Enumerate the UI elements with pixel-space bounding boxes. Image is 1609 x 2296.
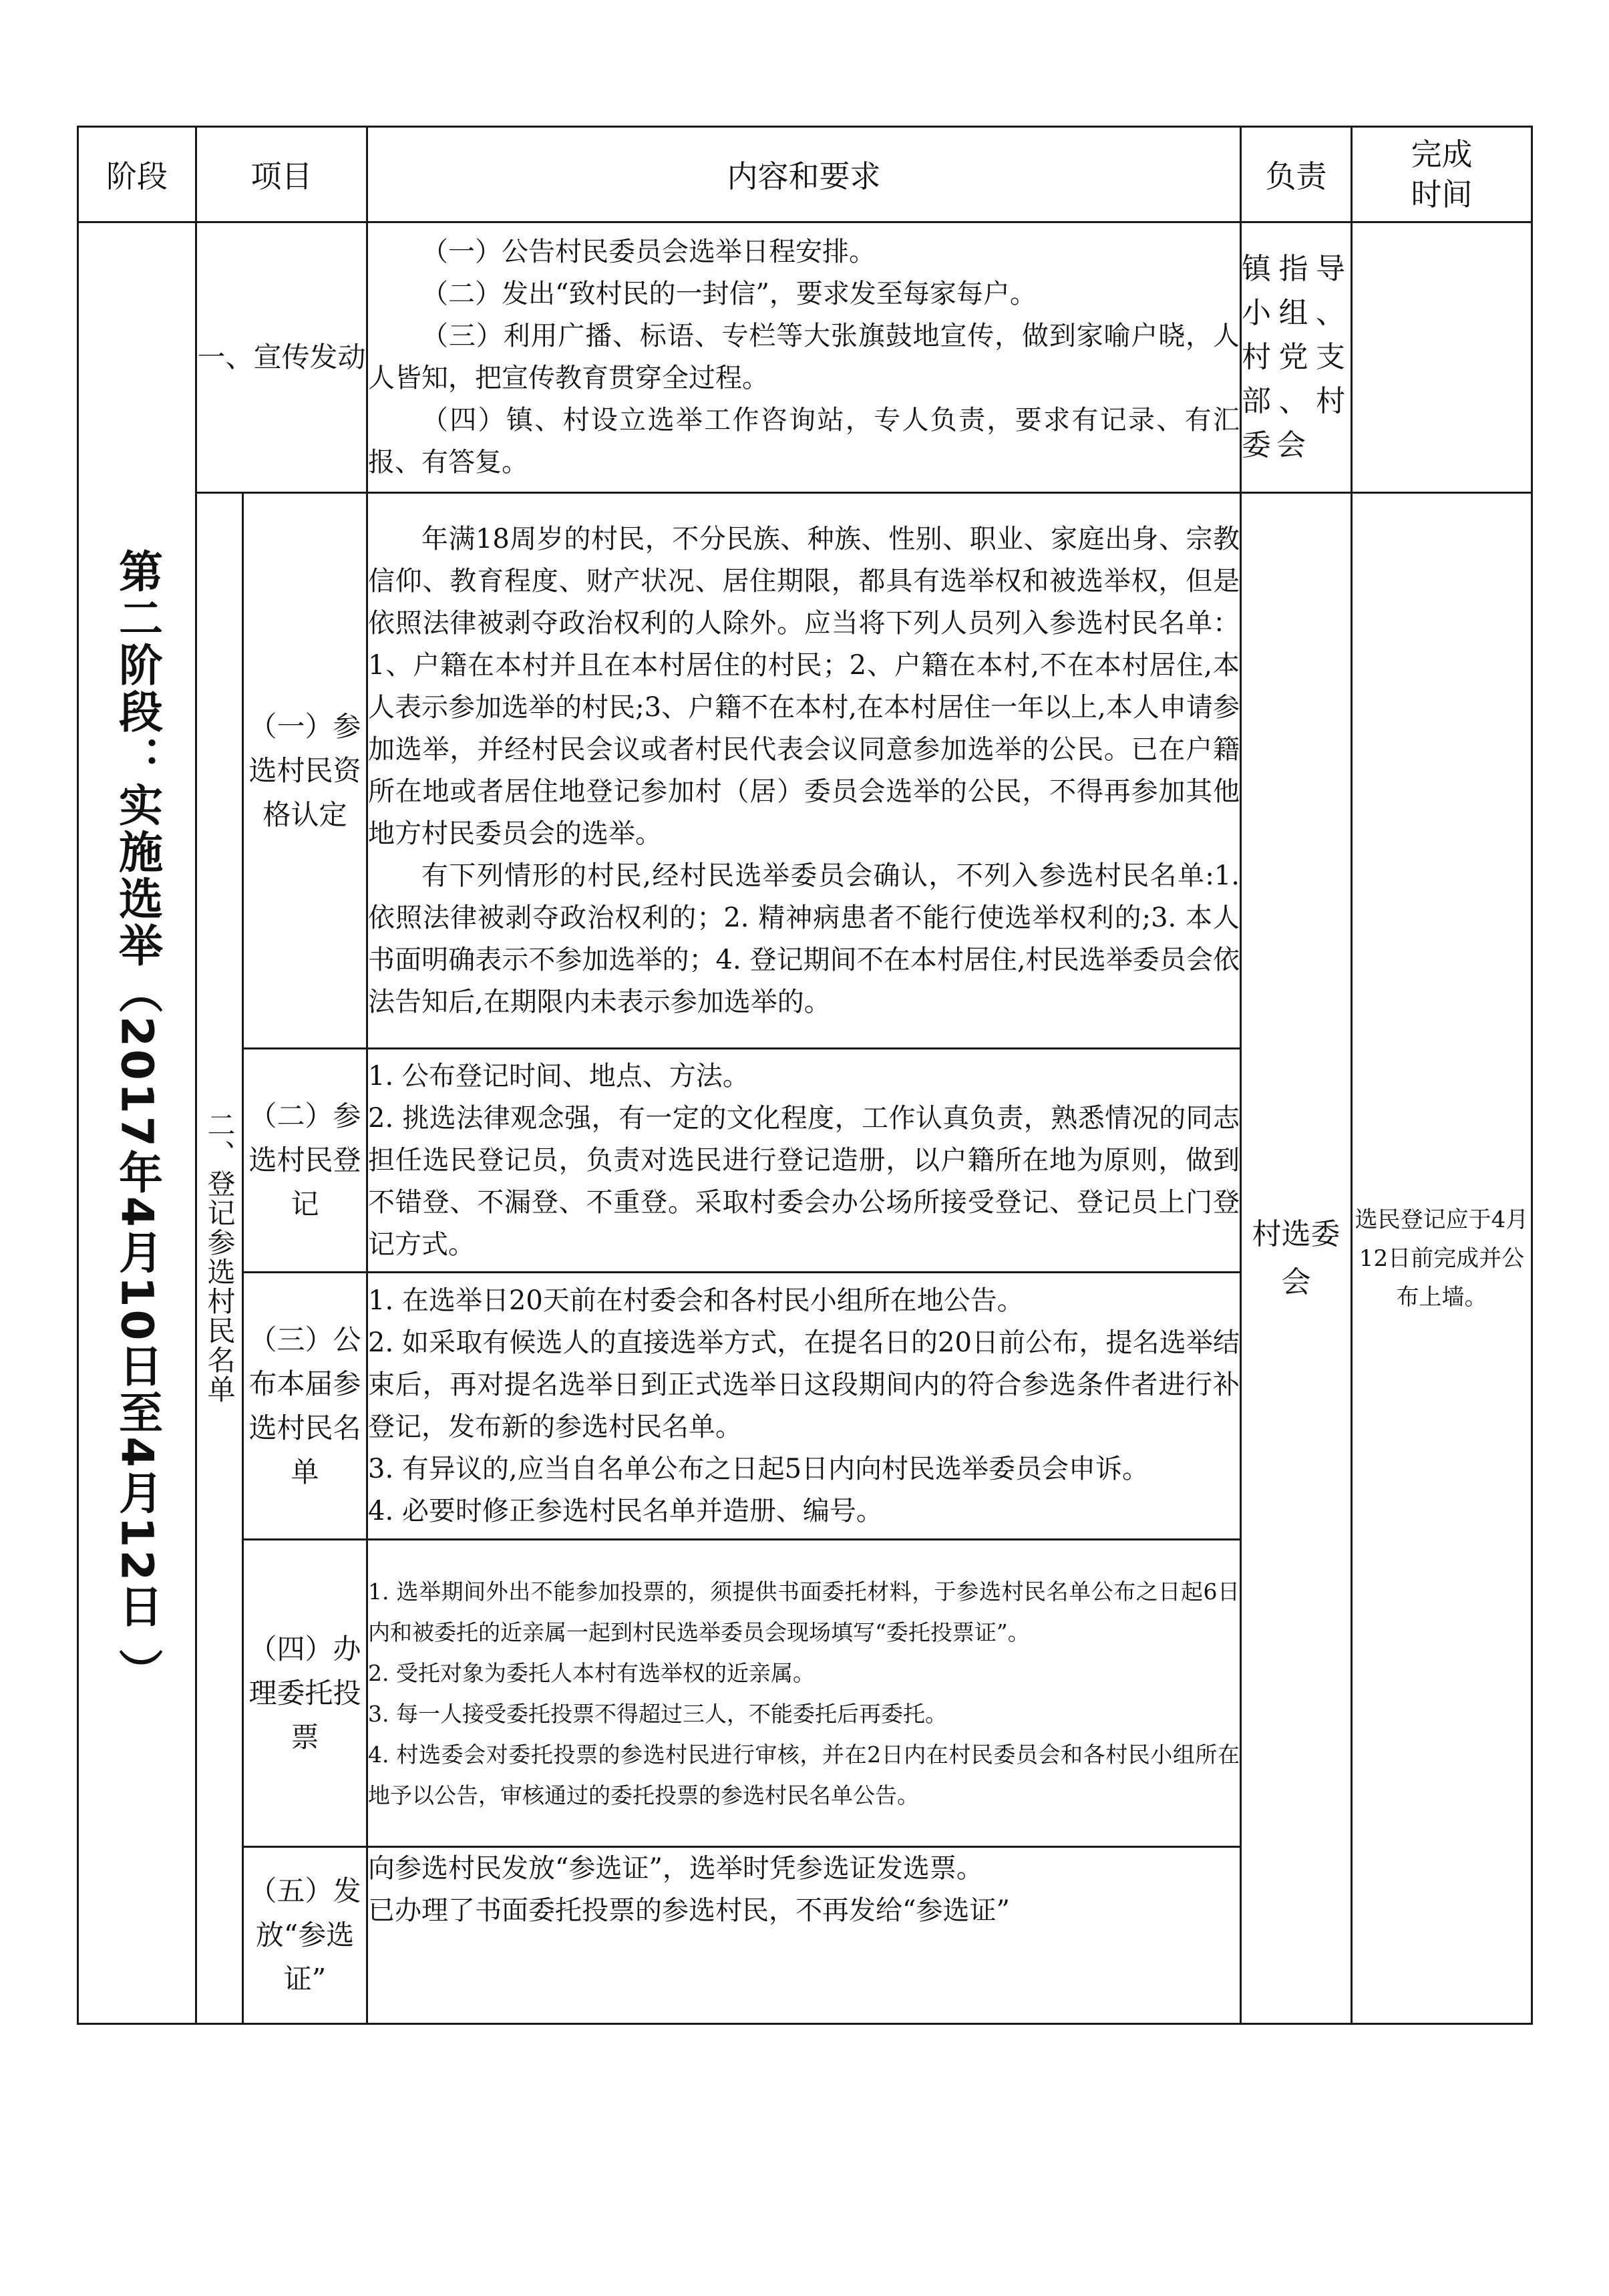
sub-paragraph: 4. 村选委会对委托投票的参选村民进行审核，并在2日内在村民委员会和各村民小组所在地予以公告，审核通过的委托投票的参选村民名单公告。 <box>368 1741 1240 1808</box>
sub-paragraph: 1. 选举期间外出不能参加投票的，须提供书面委托材料，于参选村民名单公布之日起6日内和被委托的近亲属一起到村民选举委员会现场填写“委托投票证”。 <box>368 1578 1240 1645</box>
publicity-item: （三）利用广播、标语、专栏等大张旗鼓地宣传，做到家喻户晓，人人皆知，把宣传教育贯穿全过程。 <box>368 321 1240 393</box>
sub-paragraph: 2. 受托对象为委托人本村有选举权的近亲属。 <box>368 1659 815 1686</box>
sub-content <box>367 493 1241 1049</box>
sub-content <box>367 1049 1241 1273</box>
schedule-table <box>77 126 1533 2025</box>
registration-project-cell <box>196 493 243 2024</box>
sub-label: （四）办理委托投票 <box>243 1540 367 1847</box>
sub-paragraph: 2. 如采取有候选人的直接选举方式，在提名日的20日前公布，提名选举结束后，再对提名选举日到正式选举日这段期间内的符合参选条件者进行补登记，发布新的参选村民名单。 <box>368 1327 1240 1442</box>
sub-paragraph: 有下列情形的村民,经村民选举委员会确认，不列入参选村民名单:1. 依照法律被剥夺政治权利的；2. 精神病患者不能行使选举权利的;3. 本人书面明确表示不参加选举的；4. 登记期间不在本村居住,村民选举委员会依法告知后,在期限内未表示参加选举的。 <box>368 860 1240 1017</box>
sub-paragraph: 2. 挑选法律观念强，有一定的文化程度，工作认真负责，熟悉情况的同志担任选民登记员，负责对选民进行登记造册，以户籍所在地为原则，做到不错登、不漏登、不重登。采取村委会办公场所接受登记、登记员上门登记方式。 <box>368 1102 1240 1260</box>
stage-label: 第二阶段：实施选举（2017年4月10日至4月12日 ） <box>111 548 163 1695</box>
sub-paragraph: 已办理了书面委托投票的参选村民，不再发给“参选证” <box>368 1895 1010 1926</box>
sub-content <box>367 1847 1241 2024</box>
header-content: 内容和要求 <box>367 127 1241 222</box>
registration-deadline: 选民登记应于4月12日前完成并公布上墙。 <box>1352 493 1532 2024</box>
sub-paragraph: 3. 每一人接受委托投票不得超过三人，不能委托后再委托。 <box>368 1700 947 1727</box>
publicity-item: （一）公告村民委员会选举日程安排。 <box>421 236 876 267</box>
publicity-deadline <box>1352 222 1532 493</box>
sub-paragraph: 1. 公布登记时间、地点、方法。 <box>368 1060 749 1092</box>
stage-cell <box>78 222 196 2024</box>
sub-label: （三）公布本届参选村民名单 <box>243 1273 367 1540</box>
sub-paragraph: 1. 在选举日20天前在村委会和各村民小组所在地公告。 <box>368 1285 1024 1316</box>
registration-project: 二、登记参选村民名单 <box>203 1110 236 1404</box>
header-row <box>78 127 1532 222</box>
header-stage: 阶段 <box>78 127 196 222</box>
sub-content <box>367 1273 1241 1540</box>
sub-label: （五）发放“参选证” <box>243 1847 367 2024</box>
header-deadline-line2: 时间 <box>1411 176 1473 212</box>
sub-paragraph: 3. 有异议的,应当自名单公布之日起5日内向村民选举委员会申诉。 <box>368 1453 1149 1484</box>
registration-row-1 <box>78 493 1532 1049</box>
header-deadline-line1: 完成 <box>1411 136 1473 172</box>
publicity-row <box>78 222 1532 493</box>
header-project: 项目 <box>196 127 367 222</box>
publicity-responsible: 镇指导小组、村党支部、村委会 <box>1241 222 1352 493</box>
sub-label: （二）参选村民登记 <box>243 1049 367 1273</box>
sub-paragraph: 年满18周岁的村民，不分民族、种族、性别、职业、家庭出身、宗教信仰、教育程度、财产状况、居住期限，都具有选举权和被选举权，但是依照法律被剥夺政治权利的人除外。应当将下列人员列入参选村民名单：1、户籍在本村并且在本村居住的村民；2、户籍在本村,不在本村居住,本人表示参加选举的村民;3、户籍不在本村,在本村居住一年以上,本人申请参加选举，并经村民会议或者村民代表会议同意参加选举的公民。已在户籍所在地或者居住地登记参加村（居）委员会选举的公民，不得再参加其他地方村民委员会的选举。 <box>368 523 1240 849</box>
sub-content <box>367 1540 1241 1847</box>
publicity-item: （四）镇、村设立选举工作咨询站，专人负责，要求有记录、有汇报、有答复。 <box>368 405 1240 478</box>
sub-paragraph: 4. 必要时修正参选村民名单并造册、编号。 <box>368 1495 883 1526</box>
publicity-item: （二）发出“致村民的一封信”，要求发至每家每户。 <box>421 279 1037 309</box>
header-deadline <box>1352 127 1532 222</box>
header-responsible: 负责 <box>1241 127 1352 222</box>
publicity-content <box>367 222 1241 493</box>
sub-label: （一）参选村民资格认定 <box>243 493 367 1049</box>
registration-responsible: 村选委会 <box>1241 493 1352 2024</box>
publicity-project: 一、宣传发动 <box>196 222 367 493</box>
sub-paragraph: 向参选村民发放“参选证”，选举时凭参选证发选票。 <box>368 1853 983 1884</box>
